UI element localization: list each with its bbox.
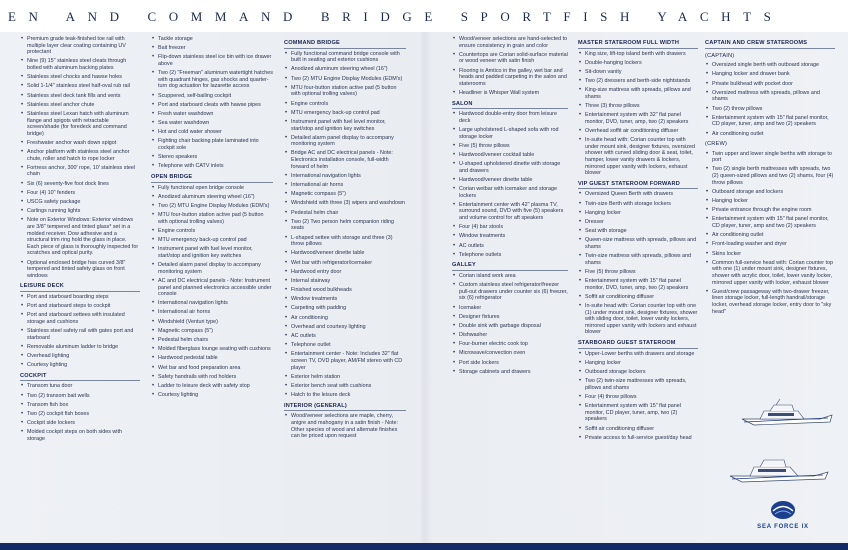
feature-item: • Pedestal helm chair — [284, 210, 406, 217]
feature-item: • Seat with storage — [578, 228, 698, 235]
feature-item: • Five (5) throw pillows — [452, 143, 568, 150]
feature-item: • Stainless steel safety rail with gates port and starboard — [20, 328, 140, 341]
brand-logo — [738, 498, 828, 532]
feature-item: • AC outlets — [452, 243, 568, 250]
banner-title: EN AND COMMAND BRIDGE SPORTFISH YACHTS — [8, 9, 784, 24]
feature-item: • International air horns — [284, 182, 406, 189]
feature-item: • Two (2) Two person helm companion riding seats — [284, 219, 406, 232]
section-heading: VIP GUEST STATEROOM FORWARD — [578, 181, 698, 190]
feature-item: • Five (5) throw pillows — [578, 269, 698, 276]
feature-list — [452, 111, 568, 258]
feature-item: • Detailed alarm panel display to accompany monitoring system — [284, 135, 406, 148]
feature-item: • Windshield with three (3) wipers and washdown — [284, 200, 406, 207]
feature-item: • Hardwood double-entry door from leisure deck — [452, 111, 568, 124]
feature-list — [452, 36, 568, 97]
feature-item: • Double sink with garbage disposal — [452, 323, 568, 330]
yacht-illustration-top — [740, 395, 836, 431]
feature-item: • Air conditioning — [284, 315, 406, 322]
feature-item: • Pedestal helm chairs — [151, 337, 273, 344]
feature-item: • Twin-size mattress with spreads, pillows and shams — [578, 253, 698, 266]
feature-item: • Corian island work area — [452, 273, 568, 280]
feature-item: • Entertainment center - Note: Includes 32" flat screen TV, DVD player, AM/FM stereo with CD player — [284, 351, 406, 371]
feature-item: • Overhead and courtesy lighting — [284, 324, 406, 331]
feature-item: • In-suite head with: Corian counter top with under mount sink, designer fixtures, oversized shower with curved sliding door & seat, toilet, hamper, lower vanity drawers & lockers, mirrored upper vanity with lockers, exhaust blower — [578, 137, 698, 177]
feature-item: • Wet bar with refrigerator/icemaker — [284, 260, 406, 267]
feature-item: • Entertainment system with 15" flat panel monitor, CD player, tuner, amp and two (2) speakers — [705, 216, 835, 229]
feature-item: • Fully functional command bridge console with built in seating and exterior cushions — [284, 51, 406, 64]
feature-list — [20, 383, 140, 442]
feature-item: • AC and DC electrical panels - Note: Instrument panel and planned electronics accessible under console — [151, 278, 273, 298]
feature-item: • Overhead soffit air conditioning diffuser — [578, 128, 698, 135]
feature-list — [578, 51, 698, 177]
feature-item: • Hanging locker — [578, 210, 698, 217]
feature-item: • Wood/veneer selections are hand-selected to ensure consistency in grain and color — [452, 36, 568, 49]
feature-item: • Four-burner electric cook top — [452, 341, 568, 348]
feature-item: • Fortress anchor, 300' rope, 10' stainless steel chain — [20, 165, 140, 178]
feature-item: • Entertainment center with 42" plasma TV, surround sound, DVD with five (5) speakers and volume control for aft speakers — [452, 202, 568, 222]
feature-item: • Common full-service head with: Corian counter top with one (1) under mount sink, designer fixtures, shower with acrylic door, toilet, lower vanity locker, mirrored upper vanity with locker, exhaust blower — [705, 260, 835, 286]
feature-item: • Bait freezer — [151, 45, 273, 52]
feature-item: • Anodized aluminum steering wheel (16") — [151, 194, 273, 201]
feature-item: • Port and starboard cleats with hawse pipes — [151, 102, 273, 109]
feature-item: • Flooring is Amtico in the galley, wet bar and heads and padded carpeting in the salon and staterooms — [452, 68, 568, 88]
feature-list — [20, 36, 140, 279]
feature-item: • Outboard storage and lockers — [705, 189, 835, 196]
feature-item: • Tackle storage — [151, 36, 273, 43]
feature-item: • L-shaped settee with storage and three (3) throw pillows — [284, 235, 406, 248]
feature-item: • Magnetic compass (5") — [151, 328, 273, 335]
feature-item: • Two (2) MTU Engine Display Modules (EDM's) — [284, 76, 406, 83]
feature-item: • Stainless steel Lexan hatch with aluminum flange and spigots with retractable screen/shade (for foredeck and command bridge) — [20, 111, 140, 137]
column-2 — [151, 36, 273, 401]
feature-item: • MTU emergency back-up control pad — [151, 237, 273, 244]
feature-item: • Queen-size mattress with spreads, pillows and shams — [578, 237, 698, 250]
feature-item: • Private entrance through the engine room — [705, 207, 835, 214]
feature-list — [151, 36, 273, 170]
feature-list — [284, 413, 406, 439]
column-5 — [578, 36, 698, 444]
feature-item: • Two (2) transom bait wells — [20, 393, 140, 400]
feature-item: • Nine (9) 15" stainless steel cleats through bolted with aluminum backing plates — [20, 58, 140, 71]
feature-item: • Ladder to leisure deck with safety stop — [151, 383, 273, 390]
feature-item: • Two (2) dressers and berth-side nightstands — [578, 78, 698, 85]
feature-item: • Fresh water washdown — [151, 111, 273, 118]
feature-item: • Four (4) 10" fenders — [20, 190, 140, 197]
feature-item: • Window treatments — [284, 296, 406, 303]
feature-item: • Wood/veneer selections are maple, cherry, anigre and mahogany in a satin finish - Note: Other species of wood and alternate finishes can be priced upon request — [284, 413, 406, 439]
feature-item: • Private bulkhead with pocket door — [705, 81, 835, 88]
feature-item: • Hanging locker — [705, 198, 835, 205]
feature-item: • Molded fiberglass lounge seating with cushions — [151, 346, 273, 353]
feature-item: • Sea water washdown — [151, 120, 273, 127]
feature-item: • Flip-down stainless steel ice bin with ice drawer above — [151, 54, 273, 67]
section-heading: GALLEY — [452, 262, 568, 271]
feature-item: • Finished wood bulkheads — [284, 287, 406, 294]
feature-item: • Engine controls — [151, 228, 273, 235]
feature-item: • Air conditioning outlet — [705, 131, 835, 138]
feature-item: • Note on Exterior Windows: Exterior windows are 3/8" tempered and tinted glass* set in a molded receiver. Dow adhesive and a structural trim ring hold the glass in place. Each piece of glass is thoroughly inspected for scratches and optical purity. — [20, 217, 140, 257]
feature-item: • Hot and cold water shower — [151, 129, 273, 136]
feature-item: • Designer fixtures — [452, 314, 568, 321]
section-heading: CAPTAIN AND CREW STATEROOMS — [705, 40, 835, 49]
feature-item: • Safety handrails with rod holders — [151, 374, 273, 381]
bottom-bar — [0, 543, 848, 550]
feature-item: • Hardwood/veneer cocktail table — [452, 152, 568, 159]
feature-item: • Dishwasher — [452, 332, 568, 339]
feature-item: • Transom fish box — [20, 402, 140, 409]
feature-item: • Telephone outlets — [452, 252, 568, 259]
feature-item: • Stainless steel deck tank fills and vents — [20, 93, 140, 100]
feature-item: • Dresser — [578, 219, 698, 226]
feature-item: • Instrument panel with fuel level monitor, start/stop and ignition key switches — [151, 246, 273, 259]
feature-item: • Corian wetbar with icemaker and storage lockers — [452, 186, 568, 199]
section-heading: (CREW) — [705, 141, 728, 148]
feature-item: • Anodized aluminum steering wheel (16") — [284, 66, 406, 73]
feature-item: • International navigation lights — [151, 300, 273, 307]
feature-item: • Entertainment system with 15" flat panel monitor, CD player, tuner, amp and two (2) speakers — [705, 115, 835, 128]
feature-item: • Twin upper and lower single berths with storage to port — [705, 151, 835, 164]
section-heading: STARBOARD GUEST STATEROOM — [578, 340, 698, 349]
column-3 — [284, 36, 406, 442]
feature-list — [20, 294, 140, 369]
feature-list — [452, 273, 568, 375]
section-heading: MASTER STATEROOM FULL WIDTH — [578, 40, 698, 49]
feature-item: • Oversized mattress with spreads, pillows and shams — [705, 90, 835, 103]
feature-item: • International navigation lights — [284, 173, 406, 180]
title-banner — [0, 0, 848, 32]
feature-item: • Entertainment system with 32" flat panel monitor, DVD, tuner, amp, two (2) speakers — [578, 112, 698, 125]
feature-item: • King-size mattress with spreads, pillows and shams — [578, 87, 698, 100]
logo-text: SEA FORCE IX — [757, 524, 809, 530]
feature-item: • Overhead lighting — [20, 353, 140, 360]
feature-item: • Twin-size Berth with storage lockers — [578, 201, 698, 208]
feature-item: • Hanging locker — [578, 360, 698, 367]
feature-list — [705, 151, 835, 315]
feature-item: • Fully functional open bridge console — [151, 185, 273, 192]
feature-item: • Custom stainless steel refrigerator/freezer pull-out drawers under counter six (6) freezer, six (6) refrigerator — [452, 282, 568, 302]
feature-item: • Three (3) throw pillows — [578, 103, 698, 110]
feature-item: • Transom tuna door — [20, 383, 140, 390]
feature-item: • Removable aluminum ladder to bridge — [20, 344, 140, 351]
feature-item: • Headliner is Whisper Wall system — [452, 90, 568, 97]
feature-item: • Telephone outlet — [284, 342, 406, 349]
feature-item: • Magnetic compass (5") — [284, 191, 406, 198]
section-heading: COCKPIT — [20, 373, 140, 382]
feature-item: • U-shaped upholstered dinette with storage and drawers — [452, 161, 568, 174]
feature-item: • Port side lockers — [452, 360, 568, 367]
feature-item: • King size, lift-top island berth with drawers — [578, 51, 698, 58]
feature-item: • Exterior bench seat with cushions — [284, 383, 406, 390]
feature-item: • Scuppered, self-bailing cockpit — [151, 93, 273, 100]
feature-item: • In-suite head with: Corian counter top with one (1) under mount sink, designer fixtures, shower with sliding door, toilet, lower vanity lockers, mirrored upper vanity with lockers and exhaust blower — [578, 303, 698, 336]
feature-item: • Fighting chair backing plate laminated into cockpit sole — [151, 138, 273, 151]
feature-item: • Four (4) bar stools — [452, 224, 568, 231]
feature-list — [578, 191, 698, 336]
feature-item: • Port and starboard boarding steps — [20, 294, 140, 301]
feature-item: • Carlings running lights — [20, 208, 140, 215]
feature-item: • Window treatments — [452, 233, 568, 240]
feature-list — [284, 51, 406, 399]
feature-item: • Oversized Queen Berth with drawers — [578, 191, 698, 198]
feature-item: • Air conditioning outlet — [705, 232, 835, 239]
feature-item: • Outboard storage lockers — [578, 369, 698, 376]
feature-item: • International air horns — [151, 309, 273, 316]
feature-list — [705, 62, 835, 137]
feature-item: • Bridge AC and DC electrical panels - Note: Electronics installation console, full-width forward of helm — [284, 150, 406, 170]
feature-item: • Hardwood entry door — [284, 269, 406, 276]
feature-item: • Microwave/convection oven — [452, 350, 568, 357]
feature-item: • Port and starboard steps to cockpit — [20, 303, 140, 310]
feature-list — [151, 185, 273, 399]
feature-item: • Soffit air conditioning diffuser — [578, 294, 698, 301]
feature-item: • Windshield (Venturi type) — [151, 319, 273, 326]
feature-item: • Hardwood/veneer dinette table — [284, 250, 406, 257]
feature-item: • Soffit air conditioning diffuser — [578, 426, 698, 433]
feature-item: • Premium grade teak-finished toe rail with multiple layer clear coating containing UV protectant — [20, 36, 140, 56]
feature-item: • Instrument panel with fuel level monitor, start/stop and ignition key switches — [284, 119, 406, 132]
section-heading: INTERIOR (GENERAL) — [284, 403, 406, 412]
column-1 — [20, 36, 140, 445]
feature-item: • Two (2) twin-size mattresses with spreads, pillows and shams — [578, 378, 698, 391]
section-heading: LEISURE DECK — [20, 283, 140, 292]
feature-item: • Two (2) MTU Engine Display Modules (EDM's) — [151, 203, 273, 210]
feature-item: • Oversized single berth with outboard storage — [705, 62, 835, 69]
feature-item: • Exterior helm station — [284, 374, 406, 381]
feature-item: • MTU four-button station active pad (5 button with optional trolling valves) — [284, 85, 406, 98]
feature-item: • Solid 1-1/4" stainless steel half-oval rub rail — [20, 83, 140, 90]
feature-item: • Courtesy lighting — [151, 392, 273, 399]
feature-item: • MTU emergency back-up control pad — [284, 110, 406, 117]
feature-item: • Upper-Lower berths with drawers and storage — [578, 351, 698, 358]
feature-item: • Hatch to the leisure deck — [284, 392, 406, 399]
feature-item: • Countertops are Corian solid-surface material or wood veneer with satin finish — [452, 52, 568, 65]
feature-item: • Carpeting with padding — [284, 305, 406, 312]
feature-item: • Two (2) single berth mattresses with spreads, two (2) queen-sized pillows and two (2) shams, four (4) throw pillows — [705, 166, 835, 186]
feature-item: • Four (4) throw pillows — [578, 394, 698, 401]
section-heading: SALON — [452, 101, 568, 110]
feature-item: • Engine controls — [284, 101, 406, 108]
feature-item: • Double-hanging lockers — [578, 60, 698, 67]
feature-item: • Six (6) seventy-five foot dock lines — [20, 181, 140, 188]
feature-item: • Icemaker — [452, 305, 568, 312]
feature-item: • Two (2) cockpit fish boxes — [20, 411, 140, 418]
section-heading: COMMAND BRIDGE — [284, 40, 406, 49]
feature-item: • Telephone with CATV inlets — [151, 163, 273, 170]
feature-item: • Port and starboard settees with insulated storage and cushions — [20, 312, 140, 325]
feature-item: • AC outlets — [284, 333, 406, 340]
feature-item: • Hardwood/veneer dinette table — [452, 177, 568, 184]
section-heading: OPEN BRIDGE — [151, 174, 273, 183]
feature-item: • Large upholstered L-shaped sofa with rod storage locker — [452, 127, 568, 140]
feature-item: • Entertainment system with 15" flat panel monitor, CD player, tuner, amp, two (2) speakers — [578, 403, 698, 423]
feature-item: • Stainless steel chocks and hawse holes — [20, 74, 140, 81]
feature-item: • Hanging locker and drawer bank — [705, 71, 835, 78]
feature-item: • Detailed alarm panel display to accompany monitoring system — [151, 262, 273, 275]
yacht-illustration-bottom — [728, 452, 832, 488]
feature-item: • Freshwater anchor wash down spigot — [20, 140, 140, 147]
feature-item: • Optional enclosed bridge has curved 3/8" tempered and tinted safety glass on front windows — [20, 260, 140, 280]
feature-item: • Stereo speakers — [151, 154, 273, 161]
feature-item: • Wet bar and food preparation area — [151, 365, 273, 372]
feature-item: • Entertainment system with 15" flat panel monitor, DVD, tuner, amp, two (2) speakers — [578, 278, 698, 291]
feature-item: • Two (2) "Freeman" aluminum watertight hatches with quadrant hinges, gas shocks and quarter-turn dog actuation for lazarette access — [151, 70, 273, 90]
feature-item: • Courtesy lighting — [20, 362, 140, 369]
feature-item: • Hardwood pedestal table — [151, 355, 273, 362]
feature-item: • Front-loading washer and dryer — [705, 241, 835, 248]
feature-item: • MTU four-button station active pad (5 button with optional trolling valves) — [151, 212, 273, 225]
feature-item: • Cockpit side lockers — [20, 420, 140, 427]
feature-item: • Storage cabinets and drawers — [452, 369, 568, 376]
feature-item: • Stainless steel anchor chute — [20, 102, 140, 109]
feature-item: • USCG safety package — [20, 199, 140, 206]
feature-item: • Private access to full-service guest/day head — [578, 435, 698, 442]
feature-item: • Anchor platform with stainless steel anchor chute, roller and hatch to rope locker — [20, 149, 140, 162]
feature-item: • Two (2) throw pillows — [705, 106, 835, 113]
column-6 — [705, 36, 835, 318]
feature-item: • Molded cockpit steps on both sides with storage — [20, 429, 140, 442]
section-heading: (CAPTAIN) — [705, 52, 735, 59]
feature-item: • Guest/crew passageway with two-drawer freezer, linen storage locker, full-length handrail/storage locker, overhead storage locker, entry door to "sky head" — [705, 289, 835, 315]
feature-item: • Sit-down vanity — [578, 69, 698, 76]
column-4 — [452, 36, 568, 378]
feature-item: • Internal stairway — [284, 278, 406, 285]
feature-item: • Skins locker — [705, 251, 835, 258]
feature-list — [578, 351, 698, 442]
